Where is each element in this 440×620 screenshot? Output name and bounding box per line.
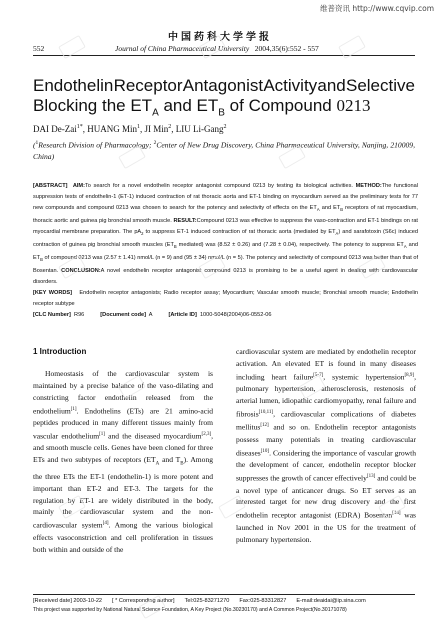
section-heading: 1 Introduction xyxy=(33,347,87,356)
title-word: Endothelin xyxy=(33,76,114,95)
title-word: and xyxy=(317,76,346,95)
header-rule xyxy=(33,55,415,56)
abstract-block xyxy=(33,181,418,321)
title-word: Antagonist xyxy=(182,76,264,95)
volume-info: 2004,35(6):552 - 557 xyxy=(254,44,319,53)
abstract-text: [ABSTRACT] AIM:To search for a novel endothelin receptor antagonist compound 0213 by testing its biological activities. METHOD:The functional suppression tests of endothelin-1 (ET-1) induced contraction of rat thoracic aorta and ET-1 binding on myocardium served as the preliminary tests for 77 new compounds and compound 0213 was chosen to search for the potency and selectivity of effects on the $ET_A$ and $ET_B$ receptors of rat myocardium, thoracic aortic and guinea pig bronchial smooth muscle. RESULT:Compound 0213 was effective to suppress the vaso-contraction and ET-1 bindings on rat myocardial membrane preparation. The $pA_2$ to suppress ET-1 induced contraction of rat thoracic aorta (mediated by $ET_A$) and sarafotoxin (S6c) induced contraction of guinea pig bronchial smooth muscles ($ET_B$ mediated) was (8.52 ± 0.26) and (7.28 ± 0.04), respectively. The potency to suppress $ET_A$ and $ET_B$ of compound 0213 was (2.57 ± 1.41) nmol/L (n = 9) and (95 ± 34) nmol/L (n = 5). The potency and selectivity of compound 0213 was better than that of Bosentan. CONCLUSION:A novel endothelin receptor antagonist compound 0213 is promising to be a useful agent in dealing with cardiovascular disorders. xyxy=(33,183,419,285)
watermark-site: 维普资讯 http://www.cqvip.com xyxy=(319,4,434,13)
journal-title-en: Journal of China Pharmaceutical University xyxy=(115,44,250,53)
journal-title-cn: 中国药科大学学报 xyxy=(168,32,272,43)
title-word: Receptor xyxy=(113,76,183,95)
affiliation: ($^1$Research Division of Pharmacology; $^2$Center of New Drug Discovery, China Pharmaceutical University, Nanjing, 210009, China) xyxy=(33,140,416,161)
title-word: Selective xyxy=(345,76,415,95)
title-line-2: Blocking the $ET_A$ and $ET_B$ of Compound 0213 xyxy=(33,96,371,119)
intro-paragraph-continued: cardiovascular system are mediated by endothelin receptor activation. An elevated ET is found in many diseases including heart failure[5-7], systemic hypertension[8,9], pulmonary hypertension, atherosclerosis, restenosis of arterial lumen, idiopathic cardiomyopathy, renal failure and fibrosis[10,11], cardiovascular complications of diabetes mellitus[12] and so on. Endothelin receptor antagonists possess many potentials in treating cardiovascular diseases[10]. Considering the importance of vascular growth the development of cancer, endothelin receptor blocker suppresses the growth of cancer effectively[13] and could be a novel type of anticancer drugs. So ET serves as an interested target for new drug discovery and the first endothelin receptor antagonist (EDRA) Bosentan[14] was launched in Nov 2001 in the US for the treatment of pulmonary hypertension. xyxy=(236,347,416,544)
author-list: DAI De-Zai$^{1*}$, HUANG Min$^1$, JI Min$^2$, LIU Li-Gang$^2$ xyxy=(33,124,227,134)
footnote-grant: This project was supported by National Natural Science Foundation, A Key Project (No.30230170) and A Common Project(No.30171078) xyxy=(33,607,347,613)
footnote-rule xyxy=(33,594,415,595)
body-column-left xyxy=(33,346,213,556)
page-number: 552 xyxy=(33,44,45,53)
keywords: [KEY WORDS] Endothelin receptor antagonists; Radio receptor assay; Myocardium; Vascular smooth muscle; Bronchial smooth muscle; Endothelin receptor subtype xyxy=(33,289,419,307)
paper-title xyxy=(33,76,415,123)
title-word: Activity xyxy=(263,76,318,95)
title-line-1 xyxy=(33,76,415,96)
intro-paragraph: Homeostasis of the cardiovascular system is maintained by a precise balance of the vaso-dilating and constricting factor endothelin released from the endothelium[1]. Endothelins (ETs) are 21 amino-acid peptides produced in many different tissues mainly from vascular endothelium[1] and the diseased myocardium[2,3], and smooth muscle cells. Genes have been cloned for three ETs and two subtypes of receptors ($ET_A$ and $T_B$). Among the three ETs the ET-1 (endothelin-1) is more potent and important than ET-2 and ET-3. The targets for the regulation by ET-1 are widely distributed in the body, mainly the cardiovascular system and the non-cardiovascular system[4]. Among the various biological effects vasoconstriction and cell proliferation in tissues both within and outside of the xyxy=(33,368,214,554)
footnote-dates: [Received date] 2003-10-22 [ * Corresponding author] Tel:025-83271270 Fax:025-83312827 E-mail:deaidai@ip.sina.com xyxy=(33,598,366,604)
classification-row: [CLC Number] R96 [Document code] A [Article ID] 1000-5048(2004)06-0552-06 xyxy=(33,312,272,319)
